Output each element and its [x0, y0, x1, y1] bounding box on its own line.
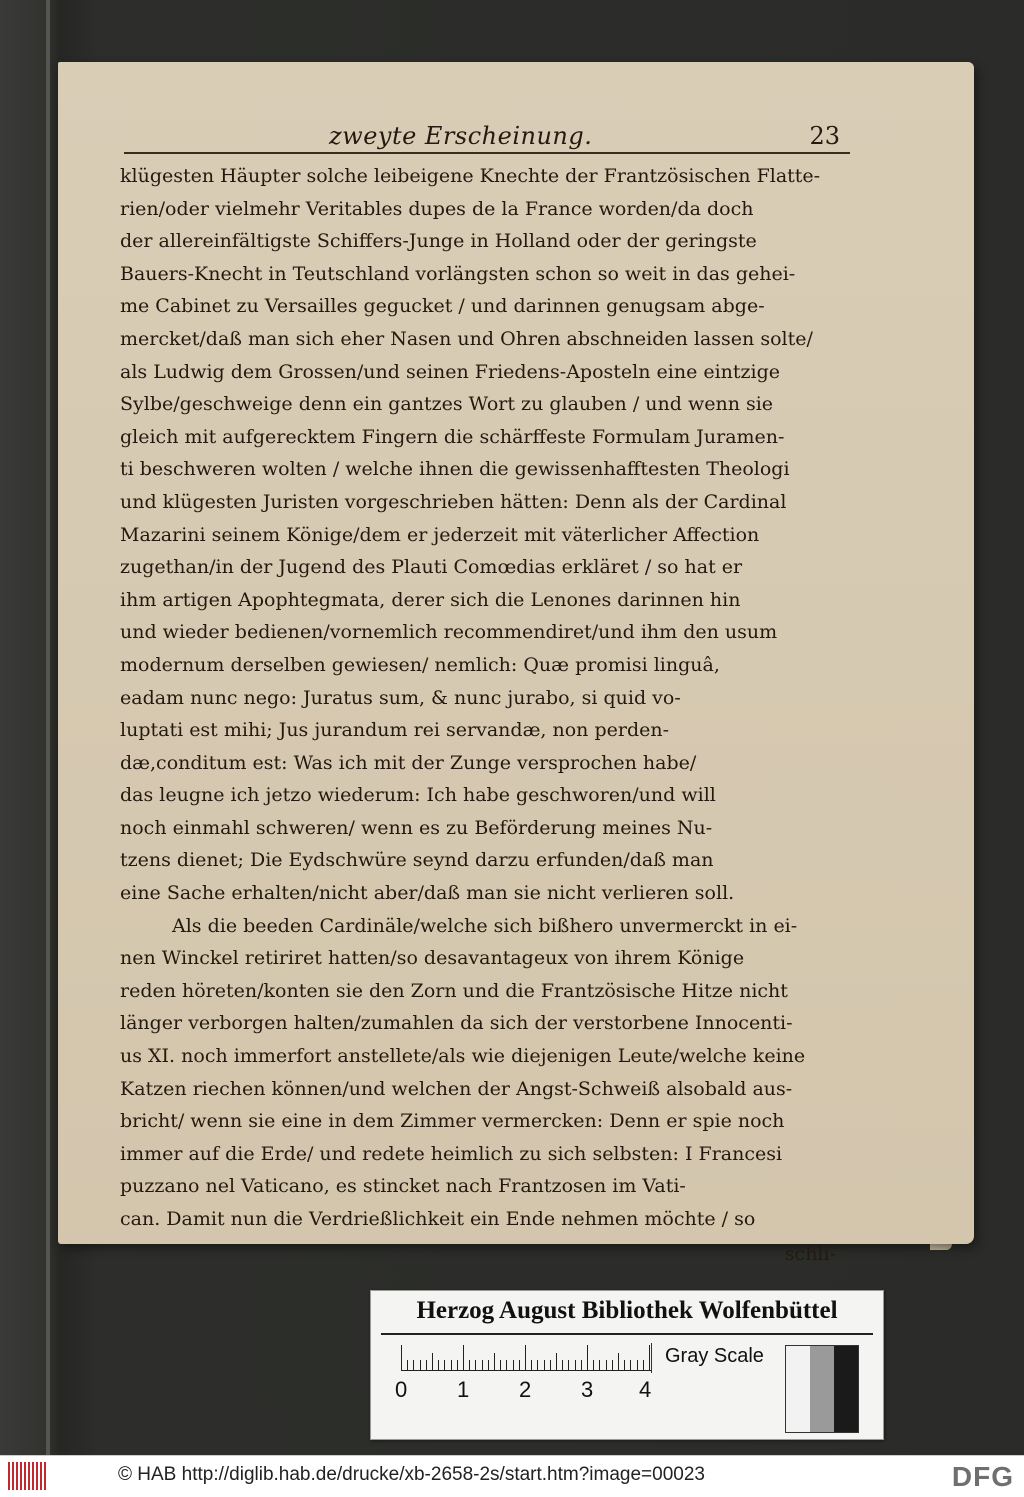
swatch-light: [786, 1346, 810, 1432]
text-line: gleich mit aufgerecktem Fingern die schärffeste Formulam Juramen-: [120, 425, 785, 448]
header-rule: [124, 152, 850, 154]
ruler-tick: [500, 1360, 501, 1371]
ruler-tick: [463, 1345, 464, 1371]
gray-scale-divider: [651, 1343, 652, 1373]
ruler-number: 0: [395, 1377, 408, 1402]
swatch-mid: [810, 1346, 834, 1432]
ruler-tick: [519, 1360, 520, 1371]
text-line: Katzen riechen können/und welchen der Angst-Schweiß alsobald aus-: [120, 1077, 793, 1100]
ruler-tick: [513, 1360, 514, 1371]
gray-scale-swatches: [785, 1345, 859, 1433]
ruler-tick: [618, 1353, 619, 1371]
running-title: zweyte Erscheinung.: [329, 122, 593, 150]
ruler-tick: [637, 1360, 638, 1371]
ruler-tick: [525, 1345, 526, 1371]
text-line: eadam nunc nego: Juratus sum, & nunc jurabo, si quid vo-: [120, 686, 681, 709]
gray-scale-label: Gray Scale: [665, 1345, 764, 1367]
ruler-tick: [488, 1360, 489, 1371]
ruler-tick: [556, 1353, 557, 1371]
text-line: rien/oder vielmehr Veritables dupes de la France worden/da doch: [120, 197, 754, 220]
ruler-tick: [413, 1360, 414, 1371]
ruler-tick: [643, 1360, 644, 1371]
ruler-tick: [401, 1345, 402, 1371]
ruler-tick: [544, 1360, 545, 1371]
text-line: noch einmahl schweren/ wenn es zu Beförderung meines Nu-: [120, 816, 713, 839]
text-line: Mazarini seinem Könige/dem er jederzeit mit väterlicher Affection: [120, 523, 760, 546]
dfg-logo: DFG: [951, 1461, 1014, 1492]
ruler-tick: [630, 1360, 631, 1371]
label-rule: [381, 1333, 873, 1335]
binding-shadow: [46, 0, 50, 1455]
ruler-tick: [599, 1360, 600, 1371]
text-line: can. Damit nun die Verdrießlichkeit ein Ende nehmen möchte / so: [120, 1208, 756, 1230]
ruler-number: 3: [581, 1377, 594, 1402]
text-line: länger verborgen halten/zumahlen da sich der verstorbene Innocenti-: [120, 1012, 793, 1035]
text-line: mercket/daß man sich eher Nasen und Ohren abschneiden lassen solte/: [120, 327, 813, 350]
ruler-tick: [457, 1360, 458, 1371]
text-line: das leugne ich jetzo wiederum: Ich habe geschworen/und will: [120, 784, 716, 807]
text-line: puzzano nel Vaticano, es stincket nach Frantzosen im Vati-: [120, 1175, 686, 1198]
text-line: us XI. noch immerfort anstellete/als wie diejenigen Leute/welche keine: [120, 1045, 806, 1068]
ruler-tick: [550, 1360, 551, 1371]
ruler-tick: [444, 1360, 445, 1371]
ruler-number: 1: [457, 1377, 470, 1402]
text-line: bricht/ wenn sie eine in dem Zimmer vermercken: Denn er spie noch: [120, 1110, 785, 1133]
ruler-tick: [649, 1345, 650, 1371]
body-text: [120, 160, 850, 1270]
text-line: klügesten Häupter solche leibeigene Knechte der Frantzösischen Flatte-: [120, 165, 821, 187]
ruler-tick: [612, 1360, 613, 1371]
ruler-tick: [494, 1353, 495, 1371]
library-label-card: [370, 1290, 884, 1440]
page-number: 23: [809, 122, 840, 150]
ruler-tick: [469, 1360, 470, 1371]
text-line: Bauers-Knecht in Teutschland vorlängsten schon so weit in das gehei-: [120, 262, 796, 285]
text-line: ti beschweren wolten / welche ihnen die gewissenhafftesten Theologi: [120, 458, 790, 481]
text-line: luptati est mihi; Jus jurandum rei servandæ, non perden-: [120, 719, 670, 742]
ruler-tick: [562, 1360, 563, 1371]
text-line: und klügesten Juristen vorgeschrieben hätten: Denn als der Cardinal: [120, 490, 787, 513]
text-line: tzens dienet; Die Eydschwüre seynd darzu erfunden/daß man: [120, 849, 714, 872]
footer-bar: [0, 1455, 1024, 1497]
ruler-tick: [482, 1360, 483, 1371]
text-line: reden höreten/konten sie den Zorn und die Frantzösische Hitze nicht: [120, 979, 788, 1002]
ruler-tick: [432, 1353, 433, 1371]
copyright-link[interactable]: © HAB http://diglib.hab.de/drucke/xb-2658-2s/start.htm?image=00023: [118, 1464, 705, 1485]
text-line: dæ,conditum est: Was ich mit der Zunge versprochen habe/: [120, 751, 697, 774]
text-line: eine Sache erhalten/nicht aber/daß man sie nicht verlieren soll.: [120, 882, 735, 905]
ruler-tick: [587, 1345, 588, 1371]
measurement-ruler: [401, 1343, 651, 1371]
swatch-dark: [834, 1346, 858, 1432]
barcode-icon: [8, 1462, 48, 1490]
ruler-tick: [624, 1360, 625, 1371]
ruler-tick: [537, 1360, 538, 1371]
paragraph-start-line: Als die beeden Cardinäle/welche sich bißhero unvermerckt in ei-: [172, 914, 798, 937]
ruler-tick: [506, 1360, 507, 1371]
ruler-tick: [581, 1360, 582, 1371]
ruler-tick: [593, 1360, 594, 1371]
text-line: ihm artigen Apophtegmata, derer sich die Lenones darinnen hin: [120, 588, 741, 611]
ruler-tick: [568, 1360, 569, 1371]
ruler-tick: [606, 1360, 607, 1371]
text-line: der allereinfältigste Schiffers-Junge in Holland oder der geringste: [120, 230, 757, 253]
text-line: nen Winckel retiriret hatten/so desavantageux von ihrem Könige: [120, 947, 745, 970]
page-header: [124, 118, 850, 158]
library-name: Herzog August Bibliothek Wolfenbüttel: [416, 1297, 838, 1324]
text-line: me Cabinet zu Versailles gegucket / und darinnen genugsam abge-: [120, 295, 765, 318]
ruler-tick: [531, 1360, 532, 1371]
text-line: als Ludwig dem Grossen/und seinen Friedens-Aposteln eine eintzige: [120, 360, 781, 383]
ruler-number: 4: [639, 1377, 652, 1402]
ruler-tick: [407, 1360, 408, 1371]
catchword: schli-: [784, 1242, 836, 1265]
ruler-tick: [475, 1360, 476, 1371]
ruler-tick: [426, 1360, 427, 1371]
ruler-tick: [420, 1360, 421, 1371]
text-line: zugethan/in der Jugend des Plauti Comœdias erkläret / so hat er: [120, 556, 743, 579]
text-line: modernum derselben gewiesen/ nemlich: Quæ promisi linguâ,: [120, 653, 720, 676]
ruler-number: 2: [519, 1377, 532, 1402]
ruler-tick: [575, 1360, 576, 1371]
text-line: und wieder bedienen/vornemlich recommendiret/und ihm den usum: [120, 621, 778, 644]
text-line: immer auf die Erde/ und redete heimlich zu sich selbsten: I Francesi: [120, 1142, 783, 1165]
text-line: Sylbe/geschweige denn ein gantzes Wort zu glauben / und wenn sie: [120, 393, 774, 416]
ruler-tick: [438, 1360, 439, 1371]
ruler-tick: [451, 1360, 452, 1371]
